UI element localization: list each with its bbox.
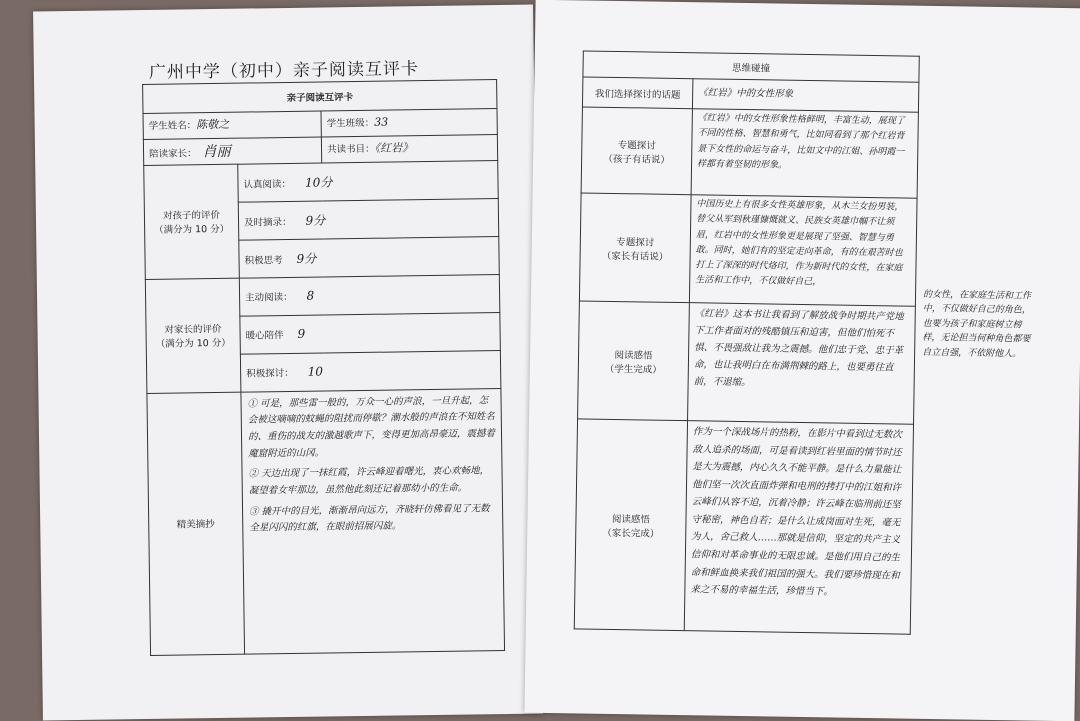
- excerpt-item: ② 天边出现了一抹红霞，许云峰迎着曙光，衷心欢畅地，凝望着女牢那边，虽然他此刻还记着那幼小的生命。: [248, 465, 490, 497]
- book-value: 《红岩》: [374, 141, 414, 155]
- child-item-score: 9分: [296, 251, 317, 266]
- child-item-score: 9分: [305, 213, 326, 228]
- row-text: 《红岩》这本书让我看到了解放战争时期共产党地下工作者面对的残酷镇压和迫害，但他们怕死不惧、不畏强敌让我为之震撼。他们忠于党、忠于革命，也让我明白在布满荆棘的路上，也要勇往直前，不退缩。: [688, 303, 916, 425]
- book-cell: [321, 134, 497, 162]
- book-label: 共读书目：: [326, 143, 375, 156]
- parent-eval-label: 对家长的评价 （满分为 10 分）: [145, 278, 241, 393]
- parent-item-label: 暖心陪伴: [245, 330, 284, 342]
- child-item-row: [238, 160, 499, 202]
- topic-label: 我们选择探讨的话题: [582, 77, 692, 109]
- class-value: 33: [374, 115, 389, 129]
- margin-handwritten-note: 的女性，在家庭生活和工作中，不仅做好自己的角色，也要为孩子和家庭树立榜样，无论担当何种角色都要自立自强，不依附他人。: [922, 289, 1032, 359]
- class-cell: [321, 109, 497, 137]
- child-item-label: 积极思考: [244, 254, 283, 267]
- child-item-score: 10分: [304, 175, 333, 190]
- evaluation-card-table: [142, 79, 505, 656]
- row-label: 阅读感悟 （学生完成）: [578, 301, 690, 421]
- student-name-value: 陈敬之: [196, 117, 230, 132]
- parent-item-label: 主动阅读：: [245, 292, 293, 304]
- topic-value: 《红岩》中的女性形象: [692, 79, 918, 113]
- row-text: 中国历史上有很多女性英雄形象，从木兰女扮男装，替父从军到秋瑾慷慨就义、民族女英雄巾帼不让须眉，红岩中的女性形象更是展现了坚强、智慧与勇敢。同时，她们有的坚定走向革命，有的在艰苦时也打上了深深的时代烙印，作为新时代的女性，在家庭生活和工作中，不仅做好自己，: [689, 195, 917, 307]
- class-label: 学生班级：: [326, 117, 375, 130]
- page-title: 广州中学（初中）亲子阅读互评卡: [148, 59, 420, 83]
- excerpt-label: 精美摘抄: [147, 392, 245, 655]
- student-name-cell: [143, 111, 321, 139]
- left-card-page: [33, 5, 543, 721]
- right-card-page: [524, 0, 1080, 721]
- child-eval-label: 对孩子的评价 （满分为 10 分）: [144, 164, 240, 279]
- child-item-row: [239, 236, 500, 278]
- row-label: 专题探讨 （家长有话说）: [579, 193, 691, 303]
- row-label: 专题探讨 （孩子有话说）: [581, 107, 692, 195]
- excerpt-item: ③ 撬开中的目光，渐渐昂向远方，齐晓轩仿佛看见了无数全星闪闪的红旗，在眼前招展闪旋。: [249, 502, 490, 534]
- child-item-row: [238, 198, 499, 240]
- parent-item-score: 8: [306, 288, 315, 304]
- parent-label: 陪读家长：: [149, 148, 197, 161]
- excerpt-cell: [241, 388, 505, 654]
- parent-cell: [143, 137, 321, 165]
- row-text: 作为一个深战场片的热粉，在影片中看到过无数次敌人追杀的场面，可是看读到红岩里面的情节时还是大为震撼，内心久久不能平静。是什么力量能让他们坚一次次直面炸弹和电刑的拷打中的江姐和许云峰们从容不迫，沉着冷静；许云峰在临刑前还坚守秘密，神色自若；是什么让成岗面对生死，毫无为人，舍己救人……那就是信仰，坚定的共产主义信仰和对革命事业的无限忠诚。是他们用自己的生命和鲜血换来我们祖国的强大。我们要珍惜现在和来之不易的幸福生活，珍惜当下。: [684, 421, 913, 635]
- child-item-label: 及时摘录：: [243, 216, 292, 229]
- card-header: 亲子阅读互评卡: [143, 80, 497, 114]
- parent-item-score: 9: [297, 327, 306, 342]
- parent-item-row: [239, 274, 500, 316]
- parent-item-row: [240, 350, 501, 392]
- parent-signature: 肖丽: [202, 144, 231, 161]
- parent-item-label: 积极探讨：: [246, 368, 294, 380]
- reflection-table: [574, 50, 920, 634]
- excerpt-item: ① 可是，那些雷一般的，万众一心的声浪，一旦升起，怎会被这嘀嘀的蚊蝇的阻扰而停歇？潮水般的声浪在不知姓名的、重伤的战友的激越歌声下，变得更加高昂豪迈，震撼着魔窟附近的山冈。: [247, 394, 496, 460]
- row-text: 《红岩》中的女性形象性格鲜明，丰富生动，展现了不同的性格、智慧和勇气，比如同看到了那个红岩背景下女性的命运与奋斗，比如文中的江姐、孙明霞一样都有着坚韧的形象。: [691, 109, 918, 199]
- row-label: 阅读感悟 （家长完成）: [574, 419, 687, 631]
- section-header: 思维碰撞: [583, 51, 919, 82]
- student-name-label: 学生姓名：: [148, 120, 197, 132]
- parent-item-score: 10: [307, 364, 324, 380]
- child-item-label: 认真阅读：: [243, 178, 292, 191]
- parent-item-row: [240, 312, 501, 354]
